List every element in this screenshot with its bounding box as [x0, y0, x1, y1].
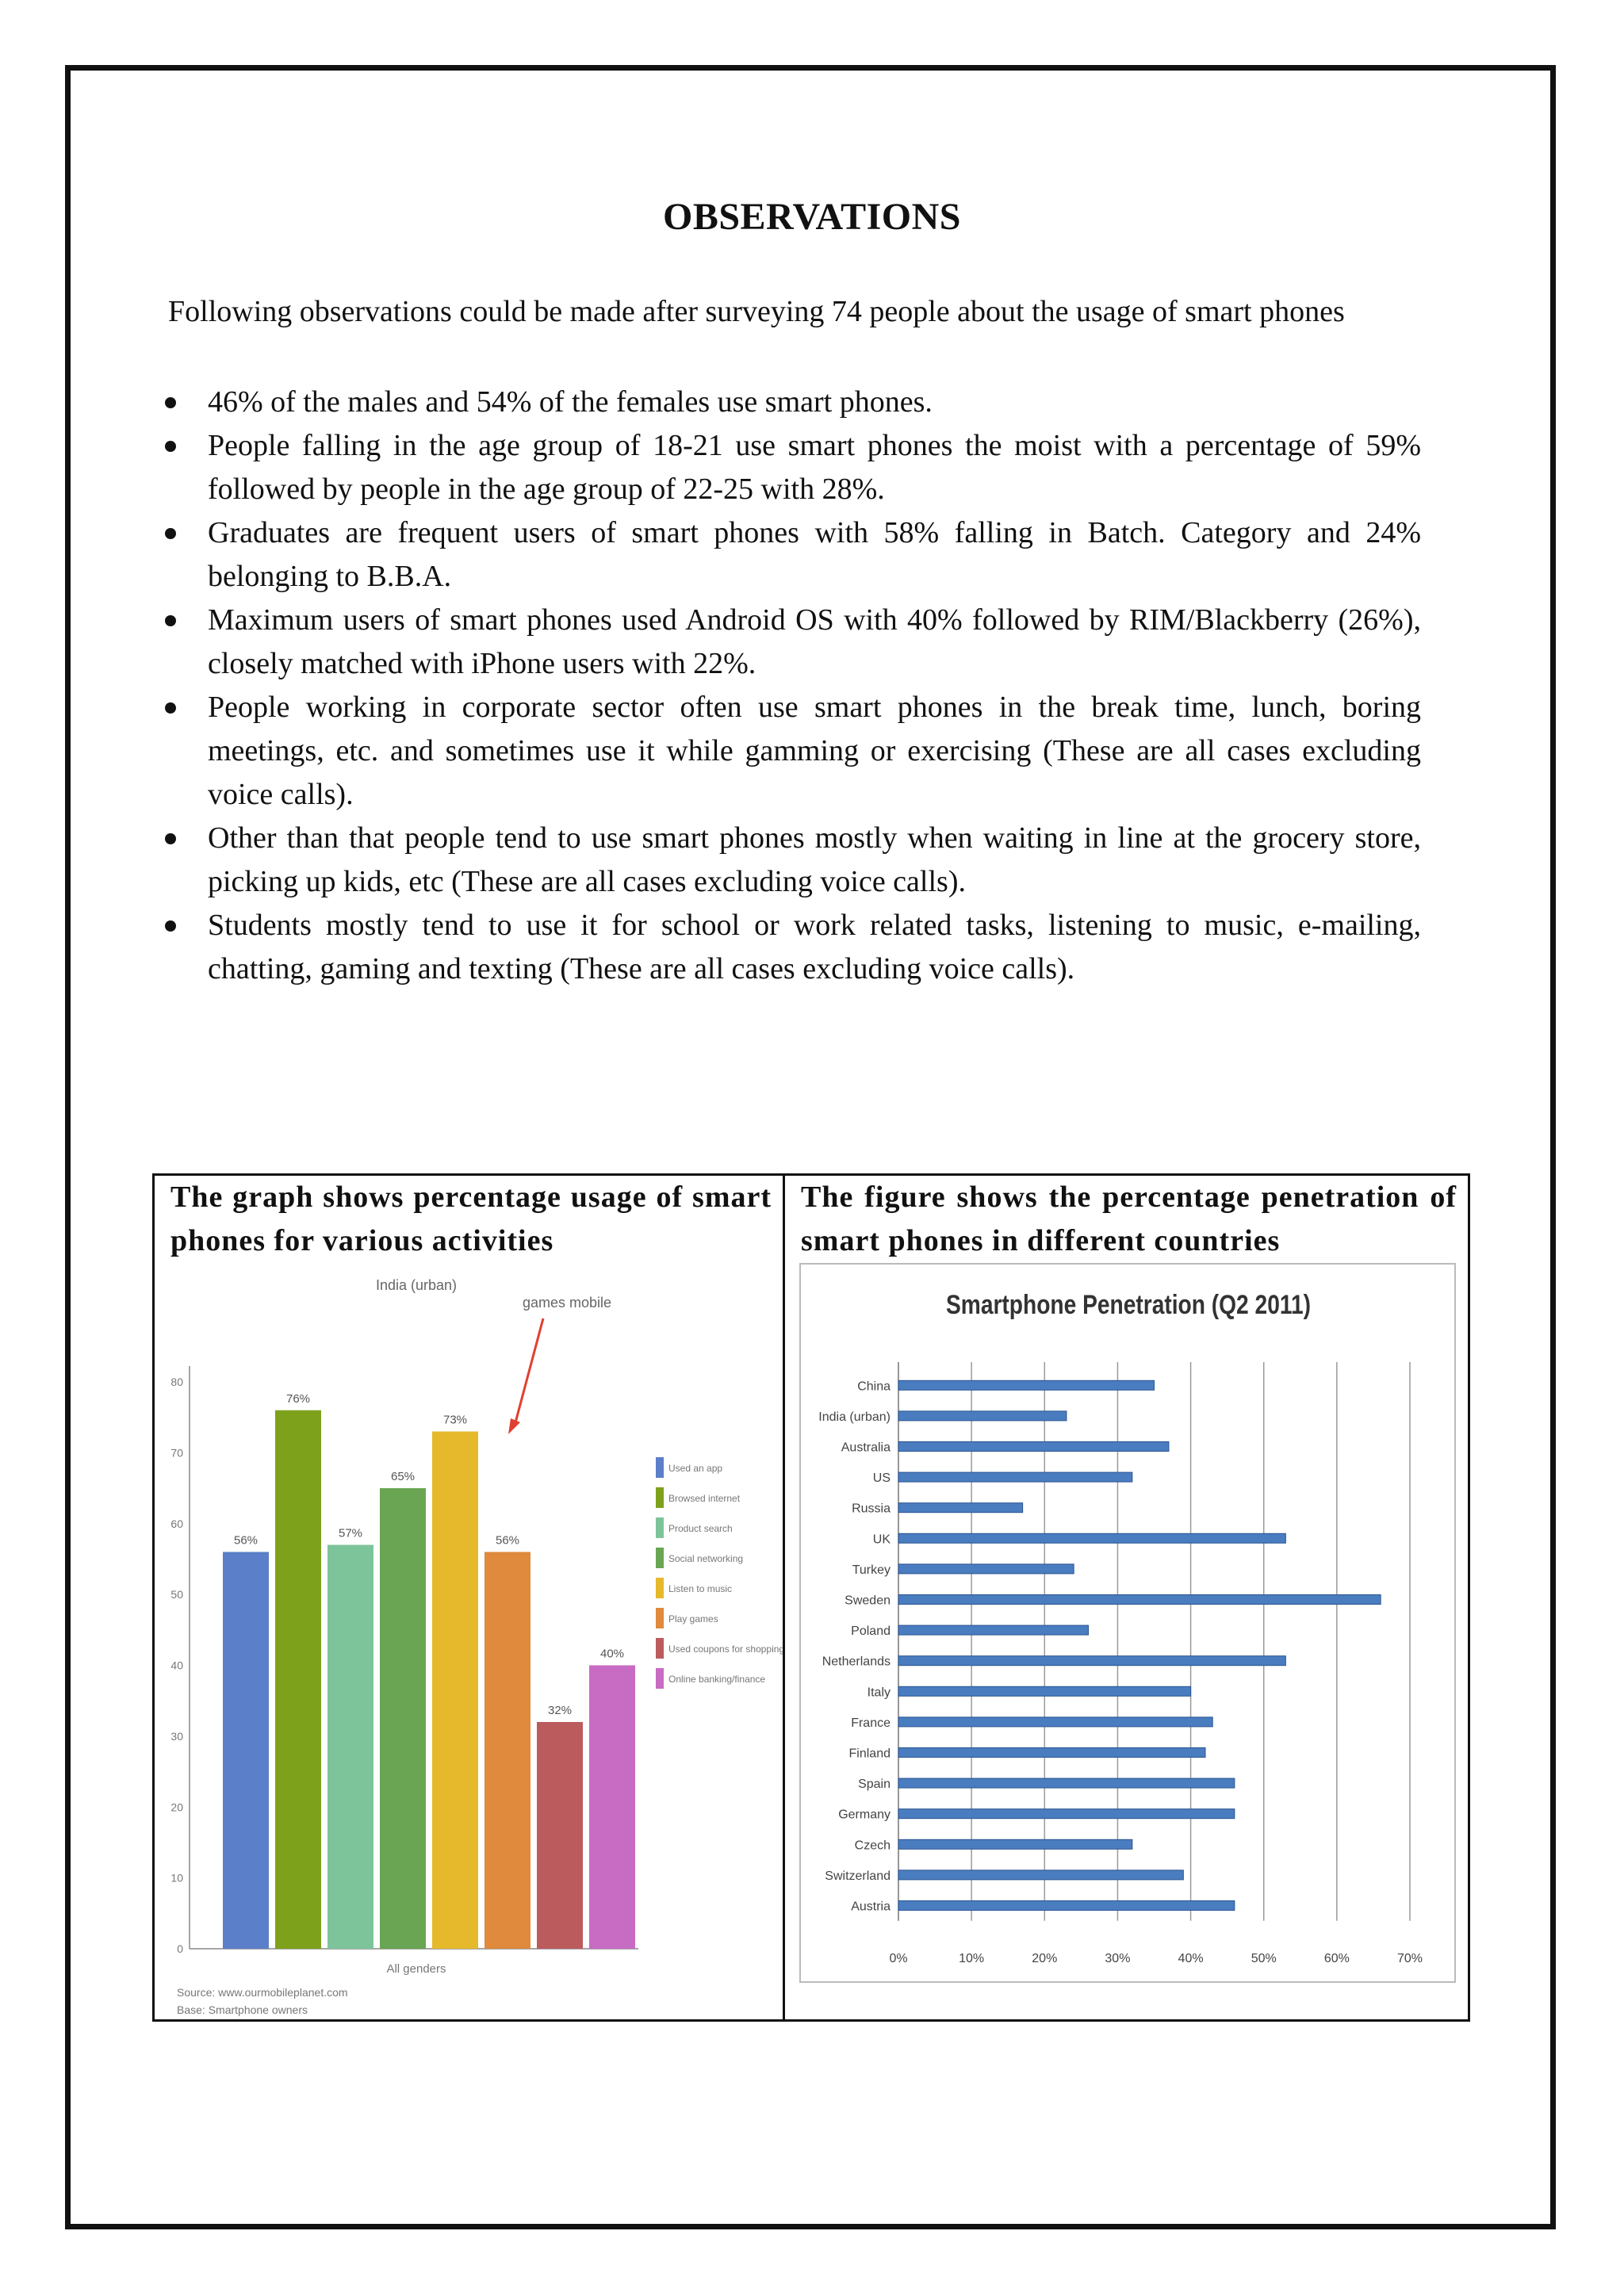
annotation-arrow-head	[508, 1418, 520, 1434]
bar-1	[275, 1410, 321, 1949]
bar-data-label: 32%	[547, 1704, 573, 1717]
y-category-label: Switzerland	[825, 1869, 891, 1883]
source-note: Source: www.ourmobileplanet.com	[177, 1986, 348, 1999]
x-tick-label: 0%	[889, 1951, 908, 1965]
y-category-label: Australia	[841, 1441, 891, 1455]
penetration-chart-caption: The figure shows the percentage penetration of smart phones in different countries	[801, 1181, 1457, 1257]
bar-data-label: 57%	[338, 1526, 363, 1540]
legend-swatch	[656, 1487, 664, 1508]
y-category-label: Italy	[867, 1686, 891, 1700]
y-category-label: Finland	[848, 1747, 891, 1761]
y-tick-label: 60	[170, 1517, 183, 1530]
activities-chart-panel	[152, 1173, 785, 2022]
y-tick-label: 20	[170, 1800, 183, 1814]
bar-data-label: 65%	[390, 1470, 416, 1484]
y-category-label: France	[851, 1716, 891, 1730]
penetration-chart-panel	[783, 1173, 1470, 2022]
legend-label: Online banking/finance	[668, 1674, 766, 1685]
bar-2	[898, 1442, 1169, 1452]
list-item: Graduates are frequent users of smart phones with 58% falling in Batch. Category and 24% belonging to B.B.A.	[159, 511, 1421, 599]
chart-title: Smartphone Penetration (Q2 2011)	[946, 1290, 1311, 1320]
list-item: Other than that people tend to use smart phones mostly when waiting in line at the grocery store, picking up kids, etc (These are all cases excluding voice calls).	[159, 817, 1421, 904]
bar-4	[432, 1432, 478, 1949]
bar-data-label: 56%	[233, 1533, 259, 1548]
legend-label: Listen to music	[668, 1583, 733, 1594]
bar-16	[898, 1870, 1183, 1880]
y-category-label: Russia	[852, 1502, 891, 1516]
x-tick-label: 50%	[1251, 1951, 1277, 1965]
x-tick-label: 20%	[1032, 1951, 1058, 1965]
y-tick-label: 40	[170, 1659, 183, 1672]
legend-label: Browsed internet	[668, 1493, 741, 1504]
y-tick-label: 70	[170, 1446, 183, 1460]
list-item: People working in corporate sector often use smart phones in the break time, lunch, boring meetings, etc. and sometimes use it while gamming or exercising (These are all cases excluding voice calls).	[159, 686, 1421, 817]
y-tick-label: 10	[170, 1871, 183, 1885]
chart-title: India (urban)	[375, 1277, 458, 1293]
bar-8	[898, 1625, 1089, 1635]
page-title: OBSERVATIONS	[662, 196, 961, 238]
y-category-label: Czech	[854, 1839, 891, 1853]
legend-swatch	[656, 1548, 664, 1568]
bar-3	[898, 1472, 1132, 1482]
x-tick-label: 70%	[1396, 1951, 1423, 1965]
bar-5	[485, 1552, 530, 1950]
y-tick-label: 80	[170, 1376, 183, 1388]
y-category-label: Turkey	[852, 1563, 891, 1577]
legend-label: Play games	[668, 1613, 718, 1624]
y-tick-label: 50	[170, 1588, 183, 1601]
bullet-icon	[165, 920, 176, 932]
y-category-label: Austria	[851, 1900, 891, 1914]
list-item: 46% of the males and 54% of the females use smart phones.	[159, 381, 1421, 424]
legend-label: Used coupons for shopping	[668, 1644, 785, 1655]
y-category-label: Germany	[838, 1808, 891, 1822]
y-category-label: Spain	[858, 1777, 891, 1792]
legend-swatch	[656, 1578, 664, 1598]
bar-1	[898, 1411, 1067, 1421]
y-category-label: Netherlands	[822, 1655, 891, 1669]
y-category-label: UK	[872, 1533, 891, 1547]
bar-data-label: 76%	[285, 1391, 311, 1406]
x-tick-label: 40%	[1178, 1951, 1204, 1965]
y-tick-label: 30	[170, 1729, 183, 1743]
bar-12	[898, 1748, 1205, 1758]
x-tick-label: 30%	[1105, 1951, 1131, 1965]
bar-0	[898, 1380, 1155, 1390]
bullet-icon	[165, 441, 176, 452]
bar-7	[898, 1595, 1381, 1605]
bullet-icon	[165, 702, 176, 714]
bar-data-label: 73%	[442, 1413, 468, 1427]
legend-label: Social networking	[668, 1553, 744, 1564]
x-tick-label: 10%	[959, 1951, 985, 1965]
bullet-icon	[165, 615, 176, 626]
intro-paragraph: Following observations could be made after surveying 74 people about the usage of smart phones	[168, 295, 1345, 328]
legend-swatch	[656, 1638, 664, 1659]
bar-10	[898, 1686, 1191, 1696]
bar-5	[898, 1533, 1285, 1543]
legend-swatch	[656, 1608, 664, 1628]
list-item: Maximum users of smart phones used Android OS with 40% followed by RIM/Blackberry (26%), closely matched with iPhone users with 22%.	[159, 599, 1421, 686]
list-item: People falling in the age group of 18-21 use smart phones the moist with a percentage of 59% followed by people in the age group of 22-25 with 28%.	[159, 424, 1421, 511]
y-category-label: China	[857, 1380, 891, 1394]
activities-bar-chart	[155, 1277, 785, 2016]
legend-swatch	[656, 1668, 664, 1689]
bar-14	[898, 1809, 1235, 1819]
bar-6	[898, 1564, 1074, 1574]
bullet-icon	[165, 397, 176, 408]
bar-data-label: 56%	[495, 1533, 520, 1548]
chart-annotation: games mobile	[522, 1295, 612, 1311]
y-category-label: India (urban)	[818, 1410, 891, 1424]
bar-3	[380, 1488, 426, 1949]
bar-13	[898, 1778, 1235, 1788]
bar-4	[898, 1503, 1023, 1513]
list-item: Students mostly tend to use it for school or work related tasks, listening to music, e-mailing, chatting, gaming and texting (These are all cases excluding voice calls).	[159, 904, 1421, 991]
bar-2	[327, 1545, 373, 1949]
penetration-bar-chart	[799, 1263, 1457, 1984]
y-category-label: Poland	[851, 1624, 891, 1639]
legend-label: Product search	[668, 1523, 733, 1534]
x-tick-label: 60%	[1323, 1951, 1350, 1965]
bar-15	[898, 1839, 1132, 1849]
bar-9	[898, 1656, 1285, 1666]
legend-swatch	[656, 1517, 664, 1538]
annotation-arrow-line	[515, 1318, 543, 1425]
y-tick-label: 0	[177, 1942, 183, 1955]
legend-label: Used an app	[668, 1463, 723, 1474]
bar-0	[223, 1552, 269, 1950]
y-category-label: Sweden	[845, 1594, 891, 1608]
activities-chart-caption: The graph shows percentage usage of smart phones for various activities	[170, 1181, 772, 1257]
bar-6	[537, 1722, 583, 1949]
bullet-icon	[165, 528, 176, 539]
bullet-icon	[165, 833, 176, 844]
bar-data-label: 40%	[599, 1647, 625, 1661]
bar-11	[898, 1717, 1212, 1727]
observations-list	[159, 381, 1421, 991]
y-category-label: US	[872, 1471, 891, 1486]
legend-swatch	[656, 1457, 664, 1478]
x-axis-label: All genders	[386, 1962, 446, 1976]
bar-17	[898, 1901, 1235, 1911]
base-note: Base: Smartphone owners	[177, 2003, 308, 2016]
bar-7	[589, 1666, 635, 1950]
